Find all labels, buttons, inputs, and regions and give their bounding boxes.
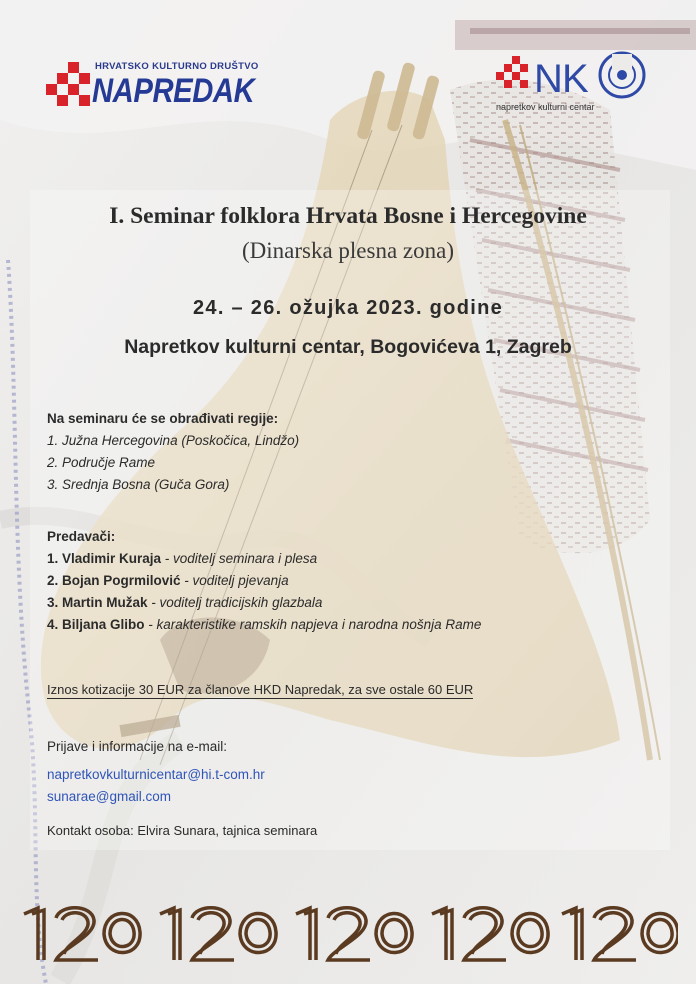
nkc-logo [494,50,654,120]
emblem-120-icon [160,908,276,960]
region-item: 3. Srednja Bosna (Guča Gora) [47,477,230,492]
seminar-subtitle: (Dinarska plesna zona) [241,238,455,263]
org-name: NAPREDAK [92,72,255,110]
lecturer-name: 2. Bojan Pogrmilović [47,573,181,588]
lecturer-item [47,570,481,592]
nkc-emblem-icon [494,50,654,102]
contact-person: Kontakt osoba: Elvira Sunara, tajnica seminara [47,823,318,838]
emblem-120-icon [296,908,412,960]
lecturer-role: - voditelj tradicijskih glazbala [147,595,323,610]
org-small-label: HRVATSKO KULTURNO DRUŠTVO [95,61,259,72]
lecturer-name: 4. Biljana Glibo [47,617,145,632]
regions-section [47,408,299,496]
lecturer-role: - karakteristike ramskih napjeva i narodna nošnja Rame [144,617,482,632]
region-item: 2. Područje Rame [47,455,156,470]
region-item: 1. Južna Hercegovina (Poskočica, Lindžo) [47,433,300,448]
nkc-sublabel: napretkov kulturni centar [496,102,595,112]
contact-intro: Prijave i informacije na e-mail: [47,739,228,754]
svg-text:N: N [534,57,563,101]
lecturer-role: - voditelj seminara i plesa [161,551,318,566]
lecturer-role: - voditelj pjevanja [180,573,289,588]
emblem-120-icon [432,908,548,960]
emblem-120-icon [24,908,140,960]
event-dates: 24. – 26. ožujka 2023. godine [192,297,504,319]
checkerboard-icon [46,62,90,106]
svg-text:K: K [562,57,589,101]
anniversary-120-footer [18,898,678,968]
event-venue: Napretkov kulturni centar, Bogovićeva 1, Zagreb [124,336,572,358]
lecturer-name: 1. Vladimir Kuraja [47,551,162,566]
lecturer-item [47,592,481,614]
regions-heading: Na seminaru će se obrađivati regije: [47,411,279,426]
registration-fee: Iznos kotizacije 30 EUR za članove HKD Napredak, za sve ostale 60 EUR [47,682,474,697]
lecturer-item [47,614,481,636]
lecturer-name: 3. Martin Mužak [47,595,148,610]
email-link-secondary[interactable]: sunarae@gmail.com [47,789,172,804]
emblem-120-icon [562,908,678,960]
contact-section [47,736,317,842]
lecturers-heading: Predavači: [47,529,116,544]
napredak-logo [46,58,261,112]
lecturers-section [47,526,481,636]
lecturer-item [47,548,481,570]
seminar-title: I. Seminar folklora Hrvata Bosne i Hercegovine [109,203,587,229]
email-link-primary[interactable]: napretkovkulturnicentar@hi.t-com.hr [47,767,265,782]
